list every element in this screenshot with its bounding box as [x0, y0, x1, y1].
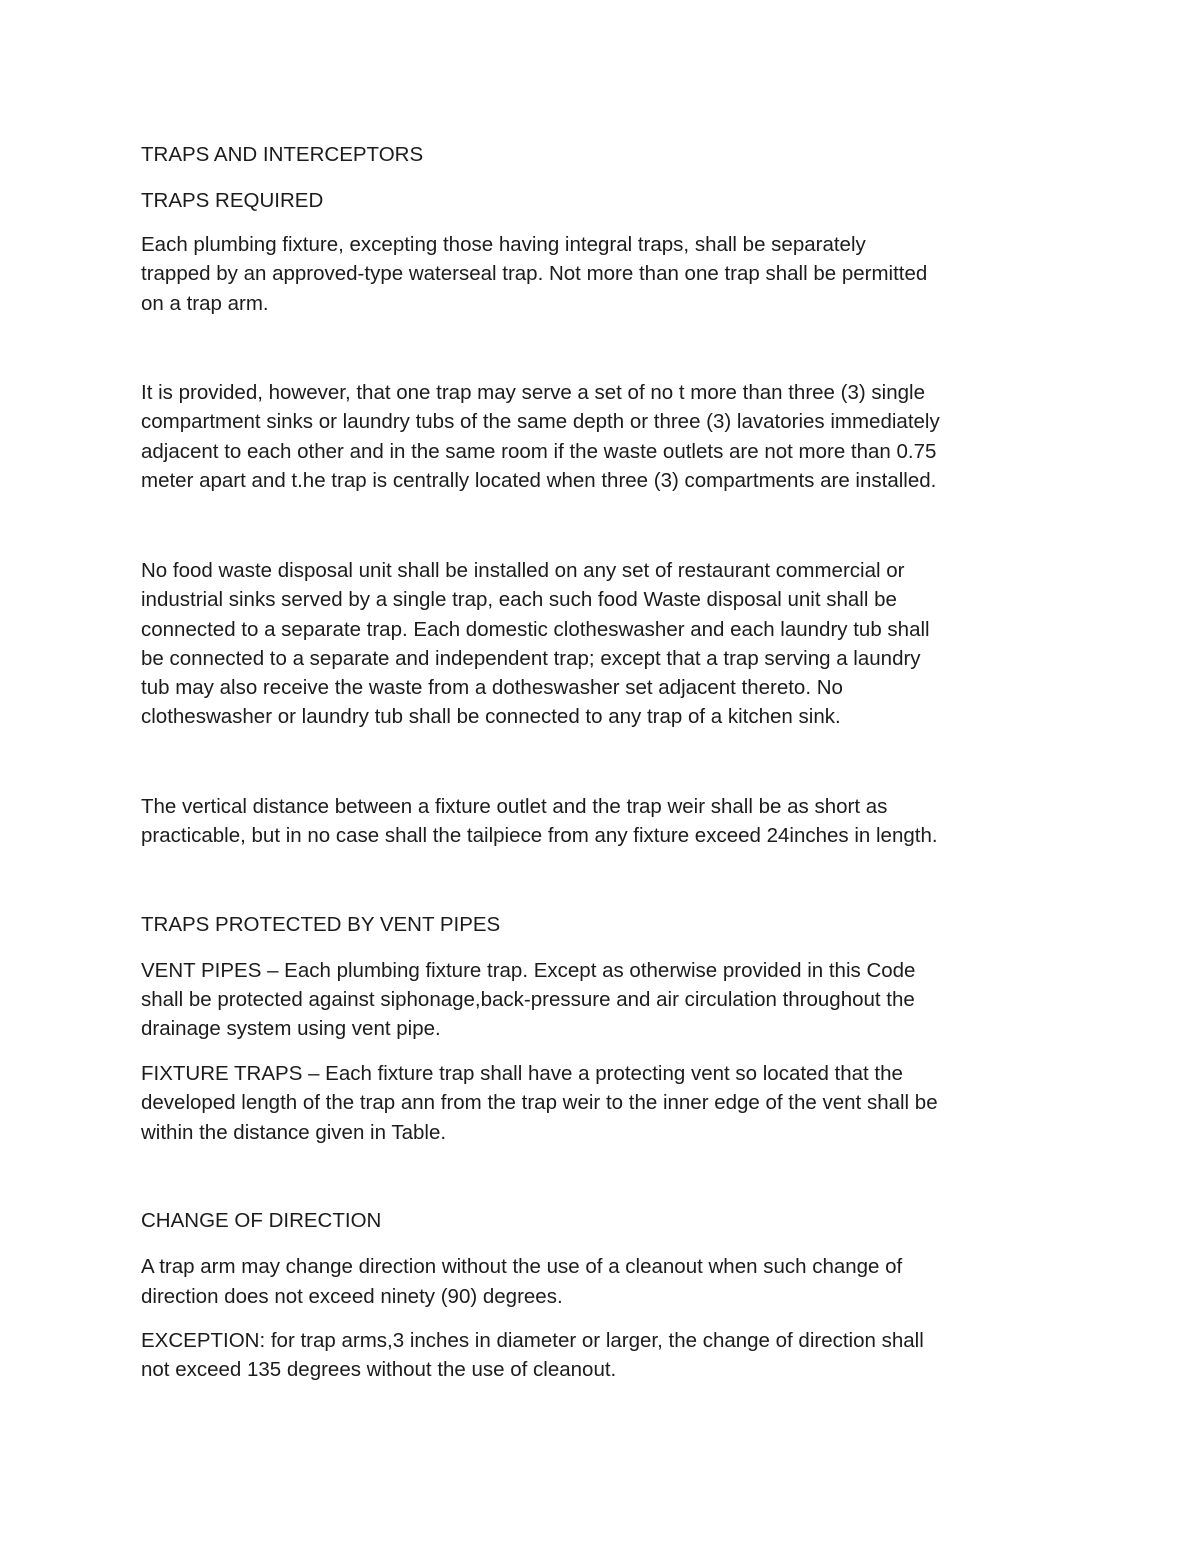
paragraph-line: clotheswasher or laundry tub shall be connected to any trap of a kitchen sink.	[141, 705, 841, 728]
paragraph-line: be connected to a separate and independent trap; except that a trap serving a laundry	[141, 647, 921, 670]
paragraph-line: drainage system using vent pipe.	[141, 1017, 441, 1040]
paragraph-line: No food waste disposal unit shall be installed on any set of restaurant commercial or	[141, 559, 905, 582]
paragraph-line: industrial sinks served by a single trap, each such food Waste disposal unit shall be	[141, 588, 897, 611]
paragraph-line: within the distance given in Table.	[141, 1121, 447, 1144]
paragraph-line: The vertical distance between a fixture outlet and the trap weir shall be as short as	[141, 795, 888, 818]
document-title: TRAPS AND INTERCEPTORS	[141, 143, 424, 166]
paragraph-line: connected to a separate trap. Each domestic clotheswasher and each laundry tub shall	[141, 618, 930, 641]
paragraph-line: meter apart and t.he trap is centrally located when three (3) compartments are installed.	[141, 469, 937, 492]
paragraph-line: VENT PIPES – Each plumbing fixture trap. Except as otherwise provided in this Code	[141, 959, 916, 982]
section-heading-traps-protected: TRAPS PROTECTED BY VENT PIPES	[141, 913, 501, 936]
paragraph-line: A trap arm may change direction without the use of a cleanout when such change of	[141, 1255, 903, 1278]
paragraph-line: practicable, but in no case shall the tailpiece from any fixture exceed 24inches in length.	[141, 824, 938, 847]
paragraph-line: direction does not exceed ninety (90) degrees.	[141, 1285, 563, 1308]
paragraph-line: FIXTURE TRAPS – Each fixture trap shall have a protecting vent so located that the	[141, 1062, 903, 1085]
paragraph-line: tub may also receive the waste from a dotheswasher set adjacent thereto. No	[141, 676, 843, 699]
paragraph-line: Each plumbing fixture, excepting those having integral traps, shall be separately	[141, 233, 866, 256]
paragraph-line: adjacent to each other and in the same room if the waste outlets are not more than 0.75	[141, 440, 937, 463]
paragraph-line: It is provided, however, that one trap may serve a set of no t more than three (3) single	[141, 381, 925, 404]
paragraph-line: on a trap arm.	[141, 292, 269, 315]
paragraph-line: compartment sinks or laundry tubs of the same depth or three (3) lavatories immediately	[141, 410, 940, 433]
section-heading-traps-required: TRAPS REQUIRED	[141, 189, 324, 212]
paragraph-line: developed length of the trap ann from the trap weir to the inner edge of the vent shall be	[141, 1091, 938, 1114]
section-heading-change-of-direction: CHANGE OF DIRECTION	[141, 1209, 382, 1232]
paragraph-line: shall be protected against siphonage,back-pressure and air circulation throughout the	[141, 988, 915, 1011]
paragraph-line: not exceed 135 degrees without the use of cleanout.	[141, 1358, 617, 1381]
paragraph-line: EXCEPTION: for trap arms,3 inches in diameter or larger, the change of direction shall	[141, 1329, 924, 1352]
paragraph-line: trapped by an approved-type waterseal trap. Not more than one trap shall be permitted	[141, 262, 928, 285]
